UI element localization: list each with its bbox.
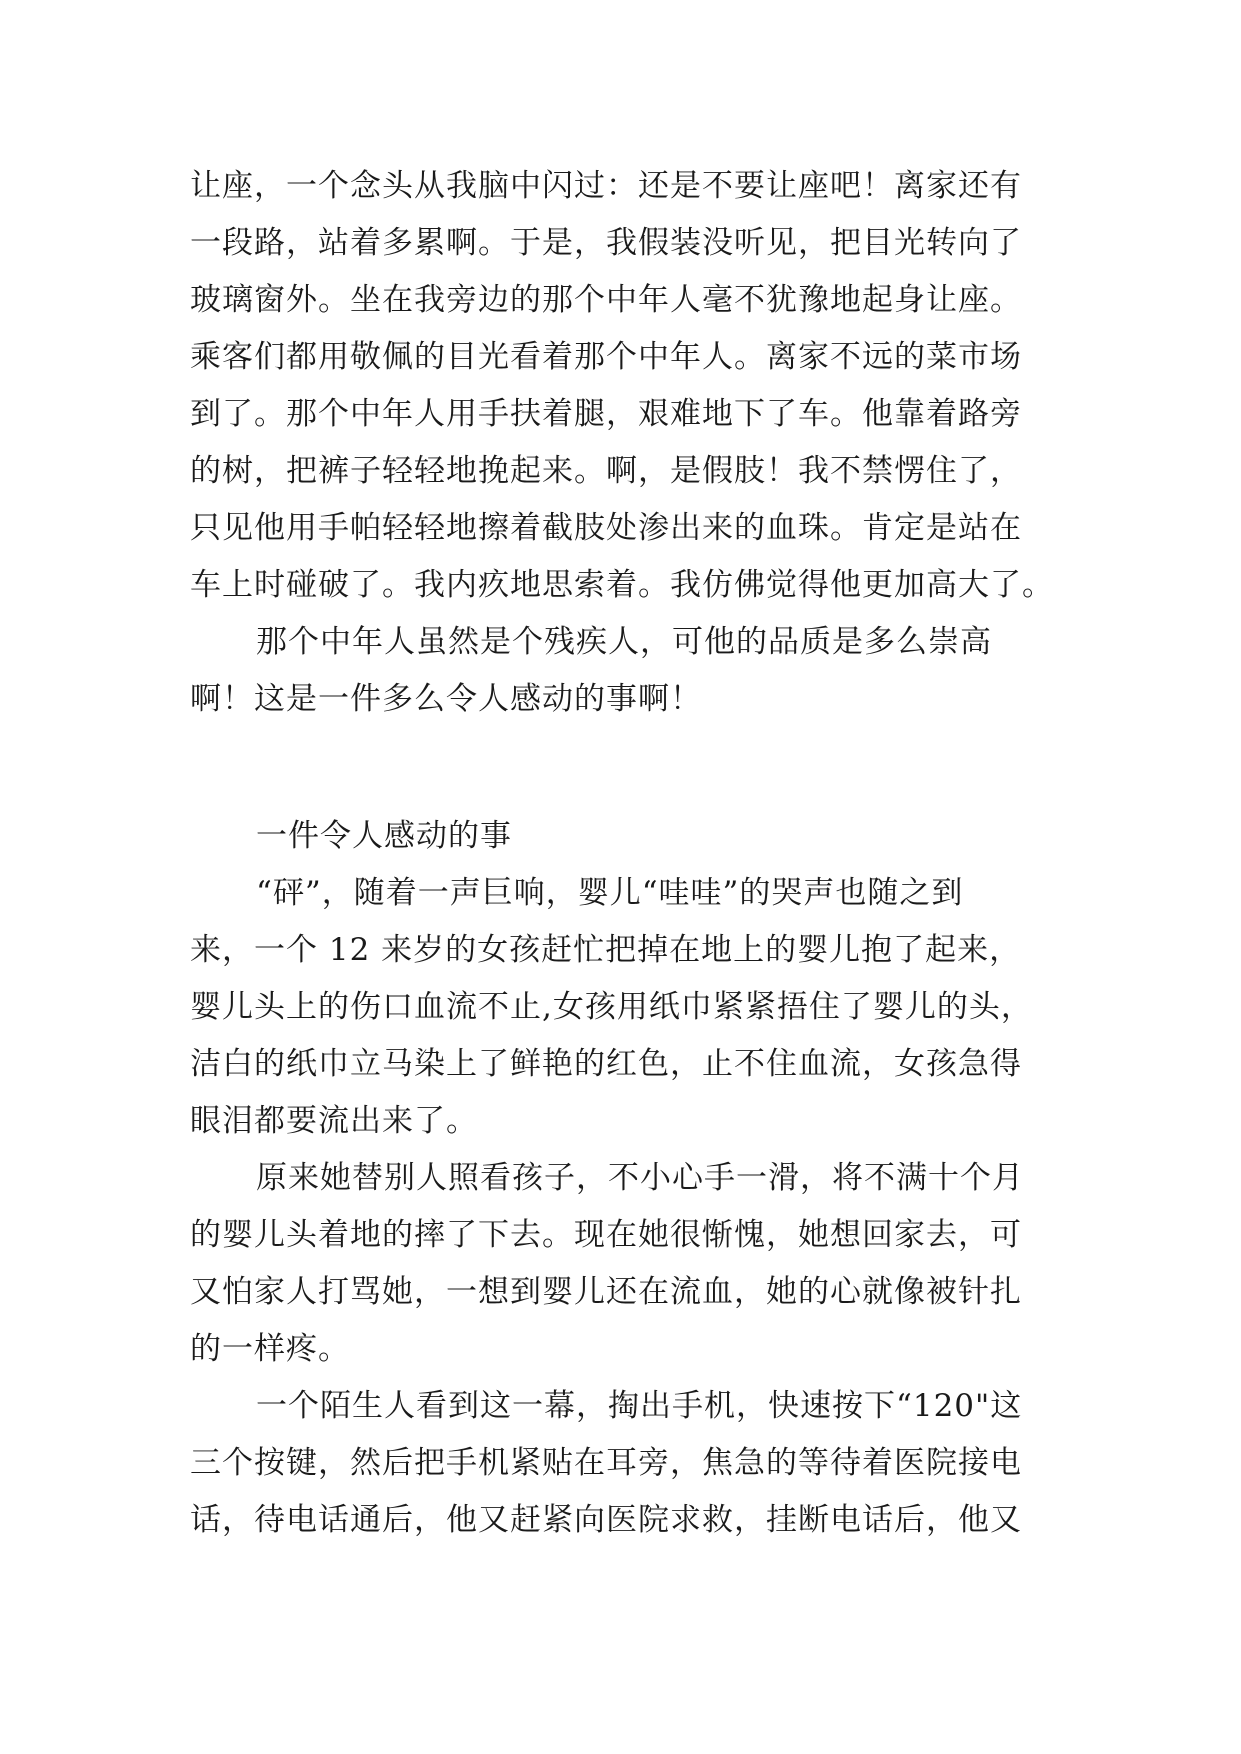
paragraph-story2-3 bbox=[190, 1378, 1070, 1549]
paragraph-story1-conclusion bbox=[190, 614, 1070, 728]
text-line: 婴儿头上的伤口血流不止,女孩用纸巾紧紧捂住了婴儿的头， bbox=[190, 989, 1033, 1025]
section-gap bbox=[190, 728, 1070, 808]
text-line: 的树，把裤子轻轻地挽起来。啊，是假肢！我不禁愣住了， bbox=[190, 453, 1022, 489]
story-title: 一件令人感动的事 bbox=[256, 818, 512, 854]
text-line: 又怕家人打骂她，一想到婴儿还在流血，她的心就像被针扎 bbox=[190, 1274, 1022, 1310]
text-line: 话，待电话通后，他又赶紧向医院求救，挂断电话后，他又 bbox=[190, 1502, 1022, 1538]
paragraph-story2-1 bbox=[190, 865, 1070, 1150]
text-line: 来，一个 12 来岁的女孩赶忙把掉在地上的婴儿抱了起来， bbox=[190, 932, 1022, 968]
text-line: 只见他用手帕轻轻地擦着截肢处渗出来的血珠。肯定是站在 bbox=[190, 510, 1022, 546]
text-line: 眼泪都要流出来了。 bbox=[190, 1103, 478, 1139]
text-line: 洁白的纸巾立马染上了鲜艳的红色，止不住血流，女孩急得 bbox=[190, 1046, 1022, 1082]
text-line: 的一样疼。 bbox=[190, 1331, 350, 1367]
text-line: 的婴儿头着地的摔了下去。现在她很惭愧，她想回家去，可 bbox=[190, 1217, 1022, 1253]
text-line: 乘客们都用敬佩的目光看着那个中年人。离家不远的菜市场 bbox=[190, 339, 1022, 375]
text-line: 让座，一个念头从我脑中闪过：还是不要让座吧！离家还有 bbox=[190, 168, 1022, 204]
text-line: 那个中年人虽然是个残疾人，可他的品质是多么崇高 bbox=[256, 624, 992, 660]
text-line: 一段路，站着多累啊。于是，我假装没听见，把目光转向了 bbox=[190, 225, 1022, 261]
text-line: 车上时碰破了。我内疚地思索着。我仿佛觉得他更加高大了。 bbox=[190, 567, 1054, 603]
text-line: “砰”，随着一声巨响，婴儿“哇哇”的哭声也随之到 bbox=[256, 875, 964, 911]
document-body bbox=[190, 158, 1070, 1549]
text-line: 三个按键，然后把手机紧贴在耳旁，焦急的等待着医院接电 bbox=[190, 1445, 1022, 1481]
text-line: 啊！这是一件多么令人感动的事啊！ bbox=[190, 681, 702, 717]
text-line: 玻璃窗外。坐在我旁边的那个中年人毫不犹豫地起身让座。 bbox=[190, 282, 1022, 318]
paragraph-story1-continuation bbox=[190, 158, 1070, 614]
text-line: 到了。那个中年人用手扶着腿，艰难地下了车。他靠着路旁 bbox=[190, 396, 1022, 432]
text-line: 一个陌生人看到这一幕，掏出手机，快速按下“120"这 bbox=[256, 1388, 1023, 1424]
text-line: 原来她替别人照看孩子，不小心手一滑，将不满十个月 bbox=[256, 1160, 1024, 1196]
paragraph-story2-2 bbox=[190, 1150, 1070, 1378]
